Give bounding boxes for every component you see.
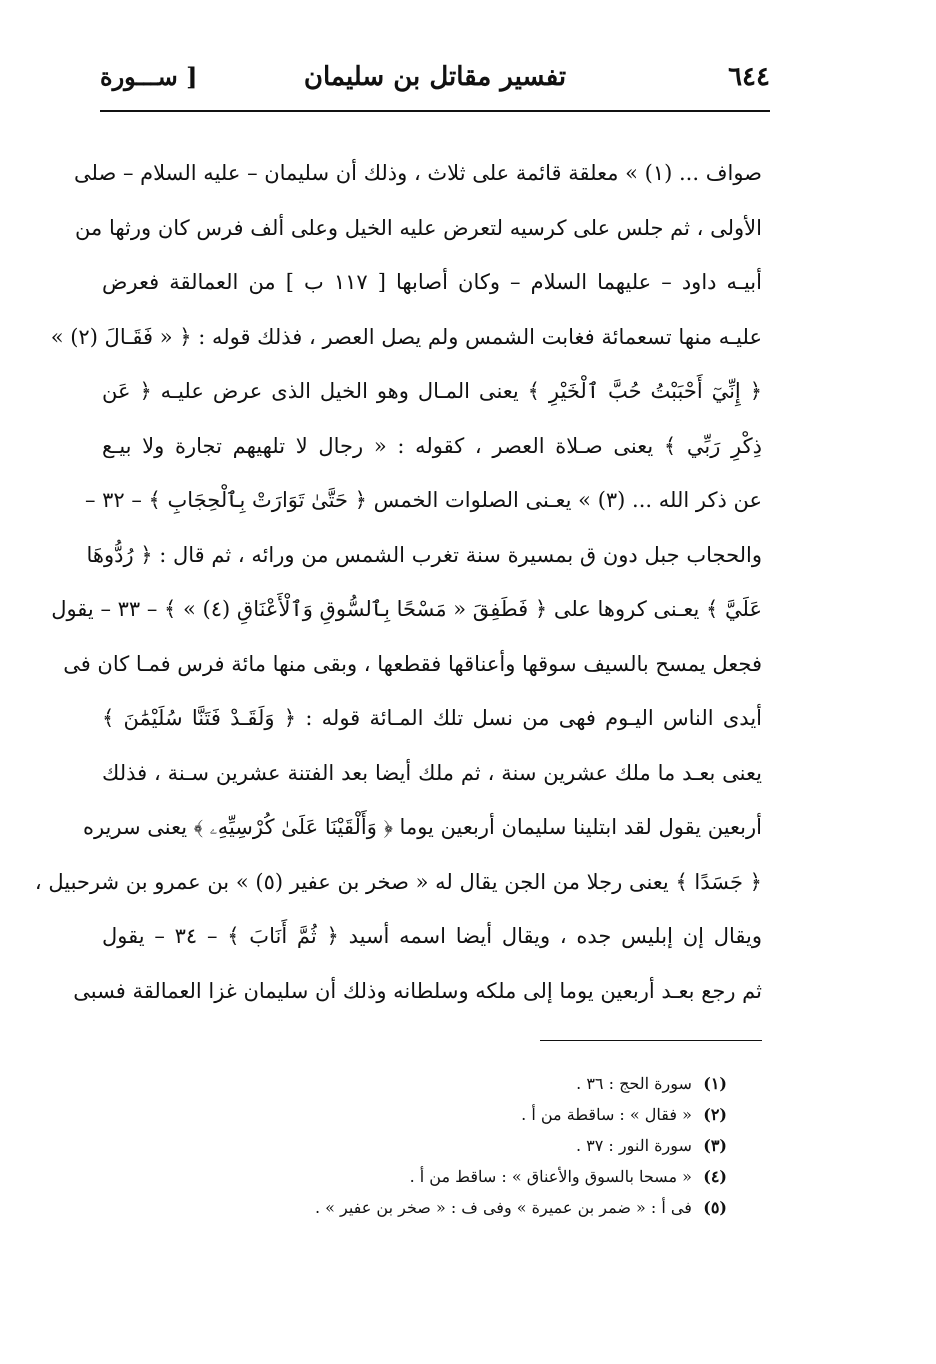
text-line: ذِكْرِ رَبِّي ﴾ يعنى صـلاة العصر ، كقوله : « رجال لا تلهيهم تجارة ولا بيـع xyxy=(102,433,762,458)
text-line: عَلَيَّ ﴾ يعـنى كروها على ﴿ فَطَفِقَ « مَسْحًا بِٱلسُّوقِ وَٱلْأَعْنَاقِ (٤) » ﴾ – ٣٣ – يقول xyxy=(51,597,762,621)
section-label: [ ســـورة xyxy=(100,62,198,91)
text-line: صواف ... (١) » معلقة قائمة على ثلاث ، وذلك أن سليمان – عليه السلام – صلى xyxy=(74,161,762,185)
text-line: عليـه منها تسعمائة فغابت الشمس ولم يصل العصر ، فذلك قوله : ﴿ « فَقَـالَ (٢) » xyxy=(50,324,762,349)
text-line: الأولى ، ثم جلس على كرسيه لتعرض عليه الخيل وعلى ألف فرس كان ورثها من xyxy=(75,215,762,240)
footnote-number: (٣) xyxy=(703,1136,727,1155)
footnote-number: (٤) xyxy=(703,1167,727,1186)
footnote-text: فى أ : « ضمر بن عميرة » وفى ف : « صخر بن عفير » . xyxy=(314,1198,692,1217)
text-line: ثم رجع بعـد أربعين يوما إلى ملكه وسلطانه وذلك أن سليمان غزا العمالقة فسبى xyxy=(73,978,762,1003)
footnote xyxy=(102,1068,727,1099)
text-line: عن ذكر الله ... (٣) » يعـنى الصلوات الخمس ﴿ حَتَّىٰ تَوَارَتْ بِٱلْحِجَابِ ﴾ – ٣٢ – xyxy=(84,488,762,512)
main-text xyxy=(34,146,762,1018)
text-line: ﴿ إِنِّيٓ أَحْبَبْتُ حُبَّ ٱلْخَيْرِ ﴾ يعنى المـال وهو الخيل الذى عرض عليـه ﴿ عَن xyxy=(102,379,762,403)
footnote-number: (٢) xyxy=(703,1105,727,1124)
footnote-number: (١) xyxy=(703,1074,727,1093)
text-line: فجعل يمسح بالسيف سوقها وأعناقها فقطعها ، وبقى منها مائة فرس فمـا كان فى xyxy=(63,651,762,676)
page-header xyxy=(100,62,770,102)
footnote-divider xyxy=(540,1040,762,1041)
footnote xyxy=(102,1192,727,1223)
footnote-number: (٥) xyxy=(703,1198,727,1217)
text-line: ﴿ جَسَدًا ﴾ يعنى رجلا من الجن يقال له « صخر بن عفير (٥) » بن عمرو بن شرحبيل ، xyxy=(34,869,762,894)
footnote-text: سورة الحج : ٣٦ . xyxy=(576,1074,692,1093)
footnotes xyxy=(102,1068,727,1223)
footnote-text: « مسحا بالسوق والأعناق » : ساقط من أ . xyxy=(409,1167,692,1186)
text-line: ويقال إن إبليس جده ، ويقال أيضا اسمه أسيد ﴿ ثُمَّ أَنَابَ ﴾ – ٣٤ – يقول xyxy=(102,924,762,948)
running-title: تفسير مقاتل بن سليمان xyxy=(303,62,567,92)
header-divider xyxy=(100,110,770,112)
footnote-text: سورة النور : ٣٧ . xyxy=(575,1136,692,1155)
footnote xyxy=(102,1099,727,1130)
footnote-text: « فقال » : ساقطة من أ . xyxy=(521,1105,692,1124)
text-line: يعنى بعـد ما ملك عشرين سنة ، ثم ملك أيضا بعد الفتنة عشرين سـنة ، فذلك xyxy=(102,760,762,785)
text-line: أيدى الناس اليـوم فهى من نسل تلك المـائة قوله : ﴿ وَلَقَـدْ فَتَنَّا سُلَيْمَٰنَ ﴾ xyxy=(102,706,762,730)
text-line: والحجاب جبل دون ق بمسيرة سنة تغرب الشمس من ورائه ، ثم قال : ﴿ رُدُّوهَا xyxy=(86,542,762,567)
footnote xyxy=(102,1161,727,1192)
text-line: أبيـه داود – عليهما السلام – وكان أصابها [ ١١٧ ب ] من العمالقة فعرض xyxy=(102,270,762,294)
text-line: أربعين يقول لقد ابتلينا سليمان أربعين يوما ﴿ وَأَلْقَيْنَا عَلَىٰ كُرْسِيِّهِۦ ﴾ يعنى سريره xyxy=(82,815,762,839)
footnote xyxy=(102,1130,727,1161)
page-number: ٦٤٤ xyxy=(728,62,770,92)
